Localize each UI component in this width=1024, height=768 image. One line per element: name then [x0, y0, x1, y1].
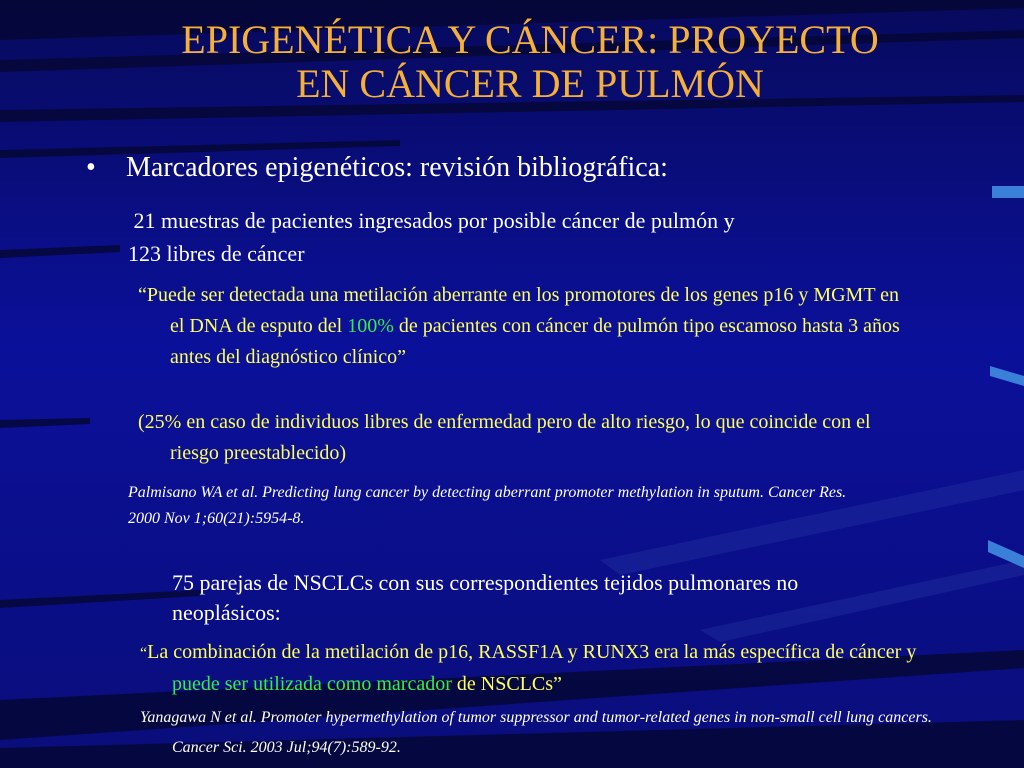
study2-quote [140, 637, 962, 700]
main-bullet [86, 150, 668, 186]
bullet-icon: • [86, 152, 96, 183]
study2-quote-highlight: puede ser utilizada como marcador [172, 673, 452, 695]
study2-description: 75 parejas de NSCLCs con sus correspondientes tejidos pulmonares no neoplásicos: [172, 570, 799, 625]
slide-title [80, 18, 980, 106]
study1-reference: Palmisano WA et al. Predicting lung cancer by detecting aberrant promoter methylation in sputum. Cancer Res. 2000 Nov 1;60(21):5954-8. [128, 484, 847, 527]
study1-line-1: 21 muestras de pacientes ingresados por posible cáncer de pulmón y [128, 208, 735, 233]
study1-description [128, 204, 948, 270]
study1-quote [138, 280, 910, 373]
study2-quote-text-end: de NSCLCs” [451, 673, 562, 695]
study1-quote-text-end: de pacientes con cáncer de pulmón tipo escamoso hasta 3 años antes del diagnóstico clínico” [170, 315, 900, 368]
title-line-2: EN CÁNCER DE PULMÓN [296, 61, 764, 106]
study1-note: (25% en caso de individuos libres de enfermedad pero de alto riesgo, lo que coincide con el riesgo preestablecido) [138, 411, 871, 464]
study1-line-2: 123 libres de cáncer [128, 241, 305, 266]
study2-quote-open: “ [140, 645, 148, 662]
study2-quote-text: La combinación de la metilación de p16, RASSF1A y RUNX3 era la más específica de cáncer y [147, 641, 917, 663]
study2-reference: Yanagawa N et al. Promoter hypermethylation of tumor suppressor and tumor-related genes in non-small cell lung cancers. Cancer Sci. 2003 Jul;94(7):589-92. [140, 709, 932, 756]
bullet-text: Marcadores epigenéticos: revisión bibliográfica: [126, 152, 668, 183]
title-line-1: EPIGENÉTICA Y CÁNCER: PROYECTO [181, 17, 879, 62]
study1-quote-text: “Puede ser detectada una metilación aberrante en los promotores de los genes p16 y MGMT en el DNA de esputo del [138, 284, 900, 337]
study1-quote-highlight: 100% [347, 315, 394, 337]
